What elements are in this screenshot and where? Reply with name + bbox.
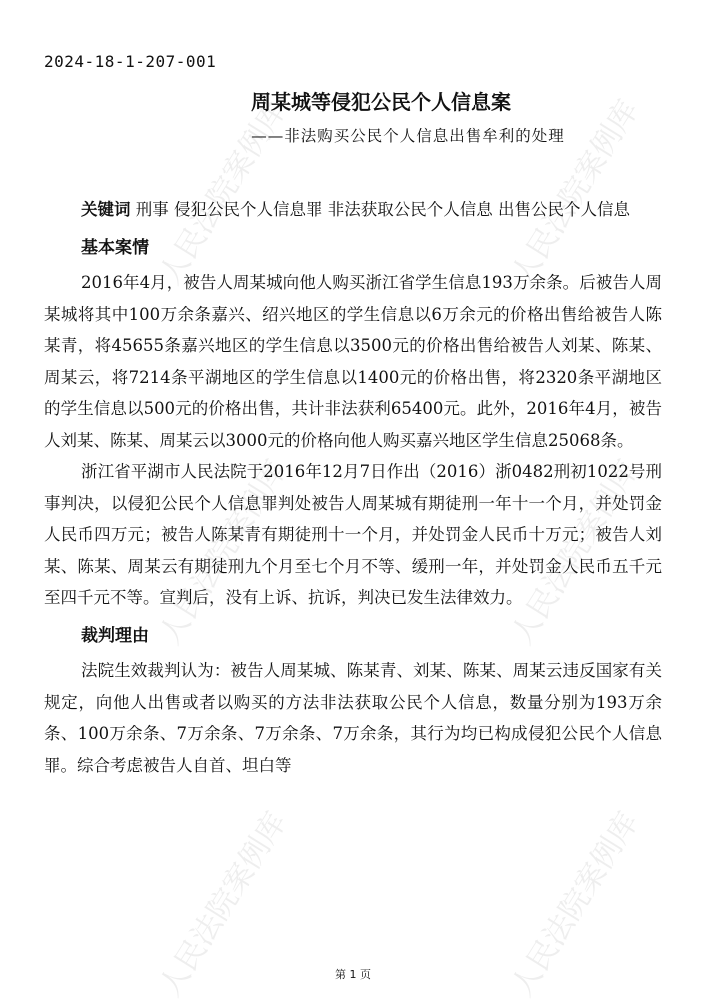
document-body — [44, 194, 662, 781]
keywords-text: 刑事 侵犯公民个人信息罪 非法获取公民个人信息 出售公民个人信息 — [130, 200, 630, 219]
page-subtitle: ——非法购买公民个人信息出售牟利的处理 — [251, 127, 565, 145]
watermark: 人民法院案例库 — [504, 454, 646, 651]
watermark: 人民法院案例库 — [504, 806, 646, 1003]
section-heading-reasoning: 裁判理由 — [81, 625, 149, 646]
section-heading-basic-facts: 基本案情 — [81, 237, 149, 258]
keywords-paragraph — [44, 194, 662, 226]
watermark: 人民法院案例库 — [152, 454, 294, 651]
body-paragraph: 浙江省平湖市人民法院于2016年12月7日作出（2016）浙0482刑初1022号刑事判决，以侵犯公民个人信息罪判处被告人周某城有期徒刑一年十一个月，并处罚金人民币四万元；被告人陈某青有期徒刑十一个月，并处罚金人民币十万元；被告人刘某、陈某、周某云有期徒刑九个月至七个月不等、缓刑一年，并处罚金人民币五千元至四千元不等。宣判后，没有上诉、抗诉，判决已发生法律效力。 — [44, 462, 662, 607]
body-paragraph: 2016年4月，被告人周某城向他人购买浙江省学生信息193万余条。后被告人周某城将其中100万余条嘉兴、绍兴地区的学生信息以6万余元的价格出售给被告人陈某青，将45655条嘉兴地区的学生信息以3500元的价格出售给被告人刘某、陈某、周某云，将7214条平湖地区的学生信息以1400元的价格出售，将2320条平湖地区的学生信息以500元的价格出售，共计非法获利65400元。此外，2016年4月，被告人刘某、陈某、周某云以3000元的价格向他人购买嘉兴地区学生信息25068条。 — [44, 273, 662, 450]
body-paragraph: 法院生效裁判认为：被告人周某城、陈某青、刘某、陈某、周某云违反国家有关规定，向他人出售或者以购买的方法非法获取公民个人信息，数量分别为193万余条、100万余条、7万余条、7万余条、7万余条，其行为均已构成侵犯公民个人信息罪。综合考虑被告人自首、坦白等 — [44, 661, 662, 775]
keywords-label: 关键词 — [81, 200, 131, 219]
watermark: 人民法院案例库 — [152, 806, 294, 1003]
page-title: 周某城等侵犯公民个人信息案 — [251, 90, 511, 114]
page-number: 第 1 页 — [335, 968, 371, 981]
watermark: 人民法院案例库 — [504, 94, 646, 291]
watermark: 人民法院案例库 — [152, 94, 294, 291]
case-number: 2024-18-1-207-001 — [44, 52, 217, 71]
